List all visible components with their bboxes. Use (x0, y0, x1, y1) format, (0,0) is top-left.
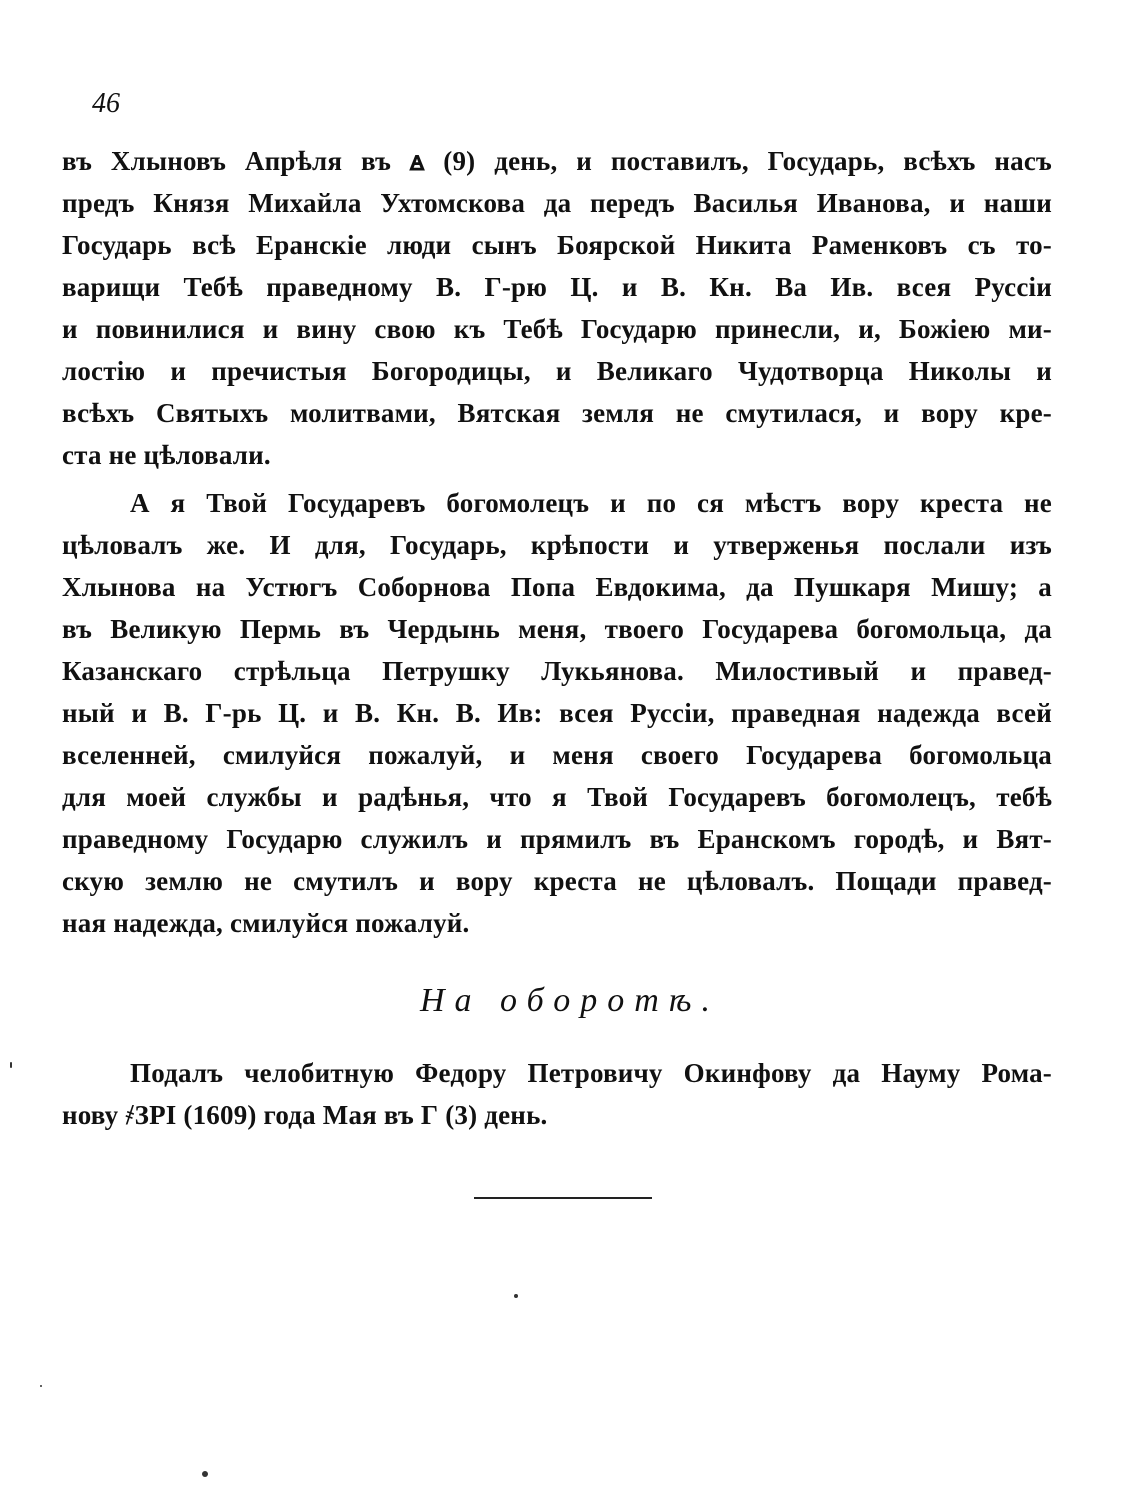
print-speck (40, 1385, 42, 1387)
paragraph-1 (62, 140, 1052, 476)
text-line: въ Хлыновъ Апрѣля въ ꙙ (9) день, и поставилъ, Государь, всѣхъ насъ (62, 146, 1052, 176)
paragraph-2 (62, 482, 1052, 944)
text-line: предъ Князя Михайла Ухтомскова да передъ Василья Иванова, и наши (62, 188, 1052, 218)
print-speck (514, 1294, 518, 1298)
text-line: и повинилися и вину свою къ Тебѣ Государю принесли, и, Божіею ми- (62, 314, 1052, 344)
print-speck (10, 1062, 12, 1068)
text-line: Хлынова на Устюгъ Соборнова Попа Евдокима, да Пушкаря Мишу; а (62, 572, 1052, 602)
text-line: Государь всѣ Еранскіе люди сынъ Боярской Никита Раменковъ съ то- (62, 230, 1052, 260)
text-line: вселенней, смилуйся пожалуй, и меня своего Государева богомольца (62, 740, 1052, 770)
text-line: всѣхъ Святыхъ молитвами, Вятская земля не смутилася, и вору кре- (62, 398, 1052, 428)
print-speck (202, 1471, 208, 1477)
text-line: лостію и пречистыя Богородицы, и Великаго Чудотворца Николы и (62, 356, 1052, 386)
text-line: ный и В. Г-рь Ц. и В. Кн. В. Ив: всея Руссіи, праведная надежда всей (62, 698, 1052, 728)
text-line: Подалъ челобитную Федору Петровичу Окинфову да Науму Рома- (130, 1058, 1052, 1088)
text-line: для моей службы и радѣнья, что я Твой Государевъ богомолецъ, тебѣ (62, 782, 1052, 812)
page-number: 46 (92, 88, 120, 119)
text-line: въ Великую Пермь въ Чердынь меня, твоего Государева богомольца, да (62, 614, 1052, 644)
text-line: цѣловалъ же. И для, Государь, крѣпости и утверженья послали изъ (62, 530, 1052, 560)
text-line: ста не цѣловали. (62, 440, 271, 470)
text-line: варищи Тебѣ праведному В. Г-рю Ц. и В. Кн. Ва Ив. всея Руссіи (62, 272, 1052, 302)
section-heading: На оборотѣ. (420, 982, 720, 1019)
text-line: праведному Государю служилъ и прямилъ въ Еранскомъ городѣ, и Вят- (62, 824, 1052, 854)
text-line: ная надежда, смилуйся пожалуй. (62, 908, 470, 938)
text-line: Казанскаго стрѣльца Петрушку Лукьянова. Милостивый и правед- (62, 656, 1052, 686)
endorsement-paragraph (62, 1052, 1052, 1136)
closing-rule (474, 1197, 652, 1199)
text-line: скую землю не смутилъ и вору креста не цѣловалъ. Пощади правед- (62, 866, 1052, 896)
text-line: А я Твой Государевъ богомолецъ и по ся мѣстъ вору креста не (130, 488, 1052, 518)
text-line: нову ҂ЗРІ (1609) года Мая въ Г (3) день. (62, 1100, 548, 1130)
